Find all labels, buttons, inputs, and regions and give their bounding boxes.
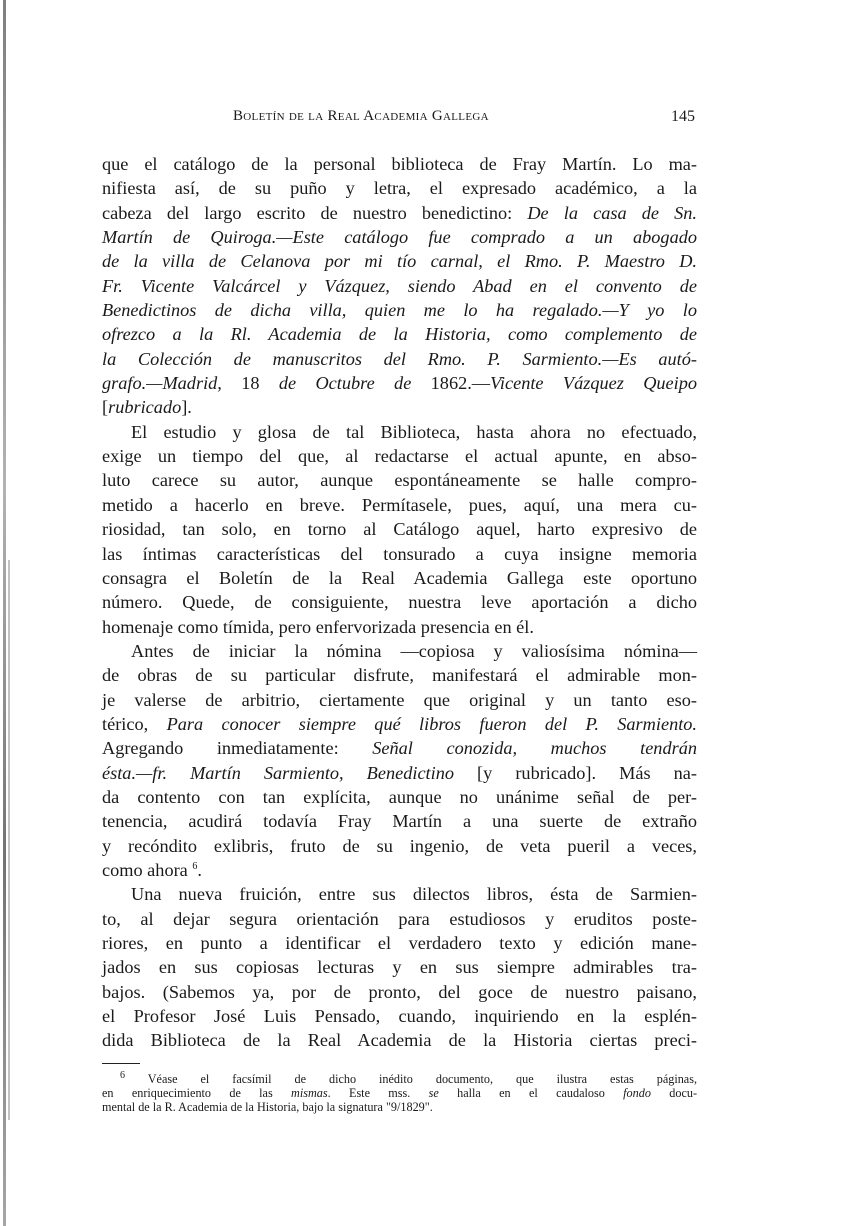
text-line [102, 907, 697, 931]
text-line [102, 322, 697, 346]
italic-text: Señal conozida, muchos tendrán [372, 738, 697, 759]
scan-edge-shadow [8, 560, 10, 1120]
footnote-rule [102, 1063, 140, 1064]
text-span: de obras de su particular disfrute, manifestará el admirable mon- [102, 665, 697, 686]
text-line [102, 444, 697, 468]
text-line [102, 761, 697, 785]
text-line [102, 882, 697, 906]
text-line [102, 736, 697, 760]
footnote-marker: 6 [120, 1069, 125, 1081]
italic-text: De la casa de Sn. [527, 202, 698, 223]
text-span: da contento con tan explícita, aunque no unánime señal de per- [102, 786, 697, 807]
text-span: consagra el Boletín de la Real Academia Gallega este oportuno [102, 567, 697, 588]
text-line [102, 468, 697, 492]
text-span: y recóndito exlibris, fruto de su ingenio, de veta pueril a veces, [102, 835, 697, 856]
text-span: luto carece su autor, aunque espontáneamente se halle compro- [102, 470, 697, 491]
text-span: 18 [221, 373, 279, 394]
italic-text: mismas [291, 1086, 328, 1100]
text-line [102, 225, 697, 249]
text-line [102, 858, 697, 882]
text-span: en enriquecimiento de las [102, 1086, 292, 1100]
text-line [102, 639, 697, 663]
footnote-marker: 6 [192, 860, 198, 872]
text-line [102, 1069, 697, 1086]
italic-text: Martín de Quiroga.—Este catálogo fue comprado a un abogado [102, 227, 697, 248]
text-span: nifiesta así, de su puño y letra, el expresado académico, a la [102, 178, 697, 199]
text-span: . Este mss. [327, 1086, 429, 1100]
text-span: El estudio y glosa de tal Biblioteca, hasta ahora no efectuado, [131, 421, 697, 442]
text-line [102, 1086, 697, 1100]
text-line [102, 274, 697, 298]
text-span: riosidad, tan solo, en torno al Catálogo aquel, harto expresivo de [102, 519, 697, 540]
text-line [102, 931, 697, 955]
text-span: homenaje como tímida, pero enfervorizada presencia en él. [102, 616, 534, 637]
text-span: Agregando inmediatamente: [102, 738, 373, 759]
italic-text: la Colección de manuscritos del Rmo. P. Sarmiento.—Es autó- [102, 348, 697, 369]
text-line [102, 834, 697, 858]
text-span: Véase el facsímil de dicho inédito documento, que ilustra estas páginas, [125, 1072, 697, 1086]
text-span: je valerse de arbitrio, ciertamente que original y un tanto eso- [102, 689, 697, 710]
text-span: metido a hacerlo en breve. Permítasele, pues, aquí, una mera cu- [102, 494, 697, 515]
text-span: docu- [650, 1086, 698, 1100]
text-line [102, 298, 697, 322]
text-line [102, 590, 697, 614]
italic-text: de la villa de Celanova por mi tío carnal, el Rmo. P. Maestro D. [102, 251, 697, 272]
text-line [102, 371, 697, 395]
text-line [102, 201, 697, 225]
text-line [102, 395, 697, 419]
text-line [102, 176, 697, 200]
italic-text: Benedictinos de dicha villa, quien me lo ha regalado.—Y yo lo [102, 300, 697, 321]
text-line [102, 542, 697, 566]
text-span: mental de la R. Academia de la Historia, bajo la signatura "9/1829". [102, 1100, 433, 1114]
text-line [102, 420, 697, 444]
text-line [102, 980, 697, 1004]
text-line [102, 347, 697, 371]
text-line [102, 493, 697, 517]
text-span: dida Biblioteca de la Real Academia de la Historia ciertas preci- [102, 1030, 697, 1051]
italic-text: rubricado [108, 397, 182, 418]
text-line [102, 1100, 697, 1114]
text-span: 1862.— [411, 373, 491, 394]
italic-text: Fr. Vicente Valcárcel y Vázquez, siendo Abad en el convento de [102, 275, 697, 296]
text-span: térico, [102, 713, 167, 734]
text-span: exige un tiempo del que, al redactarse el actual apunte, en abso- [102, 446, 697, 467]
text-span: to, al dejar segura orientación para estudiosos y eruditos poste- [102, 908, 697, 929]
text-span: bajos. (Sabemos ya, por de pronto, del goce de nuestro paisano, [102, 981, 697, 1002]
text-span: el Profesor José Luis Pensado, cuando, inquiriendo en la esplén- [102, 1006, 697, 1027]
text-line [102, 712, 697, 736]
text-line [102, 809, 697, 833]
text-span: que el catálogo de la personal biblioteca de Fray Martín. Lo ma- [102, 154, 697, 174]
text-span: número. Quede, de consiguiente, nuestra leve aportación a dicho [102, 592, 697, 613]
italic-text: se [428, 1086, 439, 1100]
text-span: halla en el caudaloso [438, 1086, 624, 1100]
text-span: jados en sus copiosas lecturas y en sus siempre admirables tra- [102, 957, 697, 978]
text-line [102, 1028, 697, 1052]
text-line [102, 785, 697, 809]
page-number: 145 [671, 108, 695, 125]
text-line [102, 249, 697, 273]
text-span: [y rubricado]. Más na- [454, 762, 697, 783]
text-line [102, 615, 697, 639]
body-text [102, 152, 697, 1053]
footnote [102, 1069, 698, 1114]
running-header [233, 108, 695, 130]
text-line [102, 152, 697, 176]
text-line [102, 688, 697, 712]
italic-text: Para conocer siempre qué libros fueron del P. Sarmiento. [166, 713, 697, 734]
scan-edge [3, 0, 6, 1226]
text-line [102, 517, 697, 541]
text-span: riores, en punto a identificar el verdadero texto y edición mane- [102, 933, 697, 953]
text-span: como ahora [102, 859, 193, 880]
italic-text: grafo.—Madrid, [102, 373, 222, 394]
text-span: tenencia, acudirá todavía Fray Martín a una suerte de extraño [102, 811, 697, 832]
italic-text: ofrezco a la Rl. Academia de la Historia, como complemento de [102, 324, 697, 345]
italic-text: de Octubre de [278, 373, 412, 394]
text-span: Una nueva fruición, entre sus dilectos libros, ésta de Sarmien- [131, 884, 697, 905]
text-span: ]. [181, 397, 192, 418]
text-line [102, 663, 697, 687]
text-span: Antes de iniciar la nómina —copiosa y valiosísima nómina— [131, 640, 697, 661]
italic-text: fondo [623, 1086, 651, 1100]
italic-text: Vicente Vázquez Queipo [490, 373, 698, 394]
italic-text: ésta.—fr. Martín Sarmiento, Benedictino [102, 762, 454, 783]
text-line [102, 955, 697, 979]
text-span: las íntimas características del tonsurado a cuya insigne memoria [102, 543, 697, 564]
text-span: [ [102, 397, 109, 418]
text-span: . [197, 859, 202, 880]
text-line [102, 566, 697, 590]
running-title: Boletín de la Real Academia Gallega [233, 108, 489, 124]
text-line [102, 1004, 697, 1028]
text-span: cabeza del largo escrito de nuestro benedictino: [102, 202, 528, 223]
